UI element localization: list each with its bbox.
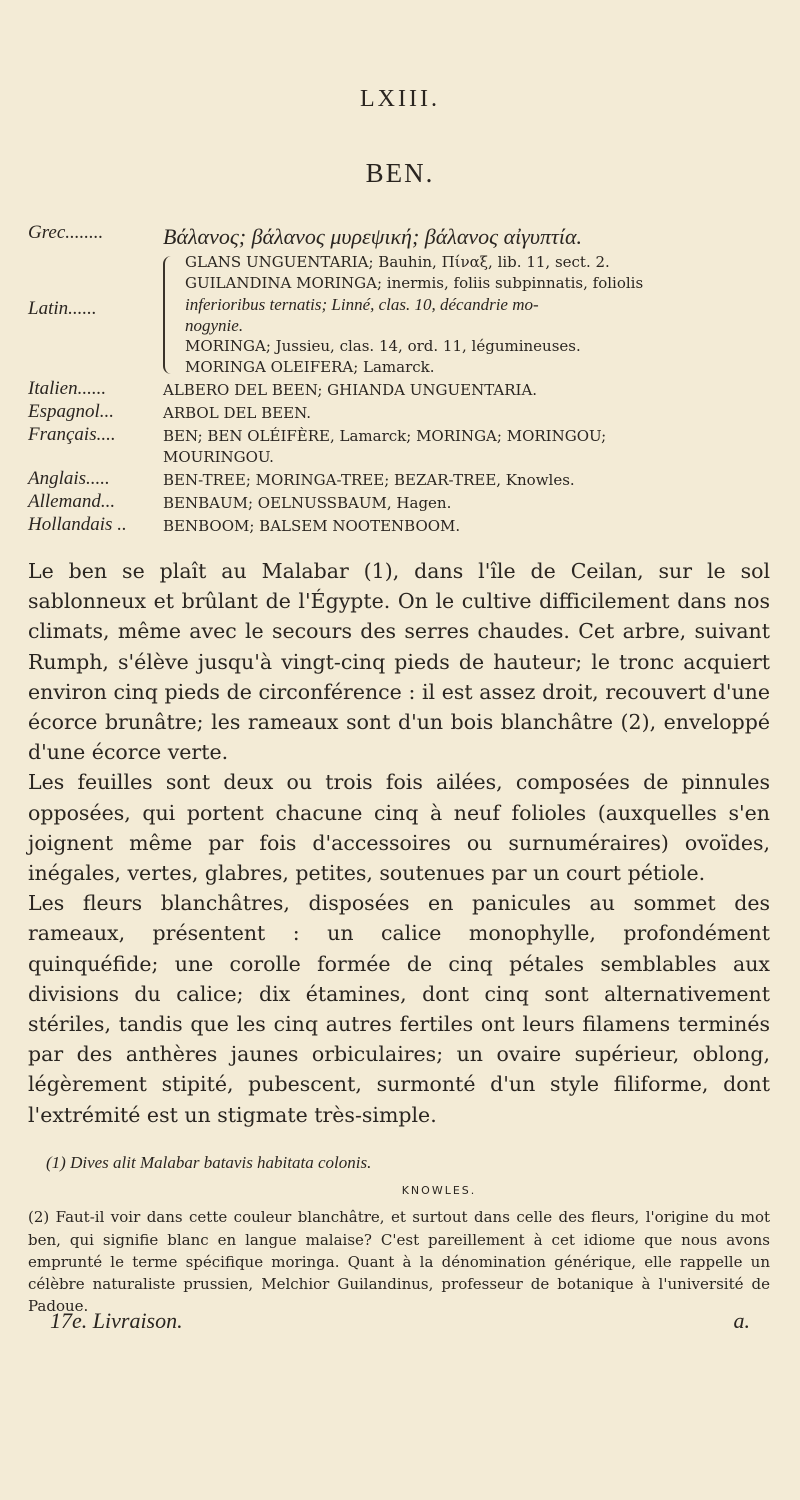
name-row-anglais (28, 468, 768, 491)
latin-line: inferioribus ternatis; Linné, clas. 10, décandrie mo- (185, 295, 539, 314)
lang-label-espagnol: Espagnol... (28, 401, 115, 422)
name-row-italien (28, 378, 768, 401)
page-title: BEN. (365, 158, 435, 188)
latin-line: MORINGA OLEIFERA; Lamarck. (185, 358, 435, 376)
body-paragraph: Les feuilles sont deux ou trois fois ailées, composées de pinnules opposées, qui portent chacune cinq à neuf folioles (auxquelles s'en joignent même par fois d'accessoires ou surnuméraires) ovoïdes, inégales, vertes, glabres, petites, soutenues par un court pétiole. (28, 770, 770, 886)
name-value-hollandais: BENBOOM; BALSEM NOOTENBOOM. (163, 517, 461, 535)
lang-label-anglais: Anglais..... (28, 468, 110, 489)
plate-number: LXIII. (360, 86, 440, 112)
lang-label-allemand: Allemand... (28, 491, 116, 512)
name-value-grec: Βάλανος; βάλανος μυρεψική; βάλανος αἰγυπτία. (163, 224, 583, 249)
name-values-latin (163, 252, 768, 378)
livraison-label: 17e. Livraison. (50, 1308, 183, 1333)
name-value-italien: ALBERO DEL BEEN; GHIANDA UNGUENTARIA. (163, 381, 538, 399)
name-value-anglais: BEN-TREE; MORINGA-TREE; BEZAR-TREE, Knowles. (163, 471, 575, 489)
brace-mark (163, 256, 179, 374)
lang-label-latin: Latin...... (28, 298, 97, 319)
body-text (28, 556, 770, 1130)
name-row-grec (28, 222, 768, 252)
name-row-francais (28, 424, 768, 468)
footnotes (28, 1152, 770, 1317)
footnote-2: (2) Faut-il voir dans cette couleur blanchâtre, et surtout dans celle des fleurs, l'origine du mot ben, qui signifie blanc en langue malaise? C'est pareillement à cet idiome que nous avons emprunté le terme spécifique moringa. Quant à la dénomination générique, elle rappelle un célèbre naturaliste prussien, Melchior Guilandinus, professeur de botanique à l'université de Padoue. (28, 1208, 770, 1316)
body-paragraph: Le ben se plaît au Malabar (1), dans l'île de Ceilan, sur le sol sablonneux et brûlant de l'Égypte. On le cultive difficilement dans nos climats, même avec le secours des serres chaudes. Cet arbre, suivant Rumph, s'élève jusqu'à vingt-cinq pieds de hauteur; le tronc acquiert environ cinq pieds de circonférence : il est assez droit, recouvert d'une écorce brunâtre; les rameaux sont d'un bois blanchâtre (2), enveloppé d'une écorce verte. (28, 559, 770, 765)
name-row-espagnol (28, 401, 768, 424)
latin-line: MORINGA; Jussieu, clas. 14, ord. 11, légumineuses. (185, 337, 581, 355)
name-row-allemand (28, 491, 768, 514)
name-value-espagnol: ARBOL DEL BEEN. (163, 404, 312, 422)
lang-label-grec: Grec........ (28, 222, 104, 243)
footnote-1-author: KNOWLES. (401, 1184, 477, 1198)
footnote-1: (1) Dives alit Malabar batavis habitata colonis. (46, 1153, 372, 1172)
page-footer (50, 1308, 750, 1334)
signature-mark: a. (733, 1308, 750, 1333)
lang-label-italien: Italien...... (28, 378, 107, 399)
lang-label-hollandais: Hollandais .. (28, 514, 127, 535)
name-value-francais (163, 424, 768, 468)
name-value-allemand: BENBAUM; OELNUSSBAUM, Hagen. (163, 494, 452, 512)
lang-label-francais: Français.... (28, 424, 116, 445)
latin-line: nogynie. (185, 316, 244, 335)
name-value-francais-line: BEN; BEN OLÉIFÈRE, Lamarck; MORINGA; MORINGOU; (163, 427, 607, 445)
latin-line: GUILANDINA MORINGA; inermis, foliis subpinnatis, foliolis (185, 274, 644, 292)
name-row-latin (28, 252, 768, 378)
vernacular-names-table (28, 222, 768, 537)
latin-line: GLANS UNGUENTARIA; Bauhin, Πίναξ, lib. 11, sect. 2. (185, 253, 610, 271)
name-value-francais-cont: MOURINGOU. (163, 448, 274, 466)
body-paragraph: Les fleurs blanchâtres, disposées en panicules au sommet des rameaux, présentent : un calice monophylle, profondément quinquéfide; une corolle formée de cinq pétales semblables aux divisions du calice; dix étamines, dont cinq sont alternativement stériles, tandis que les cinq autres fertiles ont leurs filamens terminés par des anthères jaunes orbiculaires; un ovaire supérieur, oblong, légèrement stipité, pubescent, surmonté d'un style filiforme, dont l'extrémité est un stigmate très-simple. (28, 891, 770, 1127)
name-row-hollandais (28, 514, 768, 537)
